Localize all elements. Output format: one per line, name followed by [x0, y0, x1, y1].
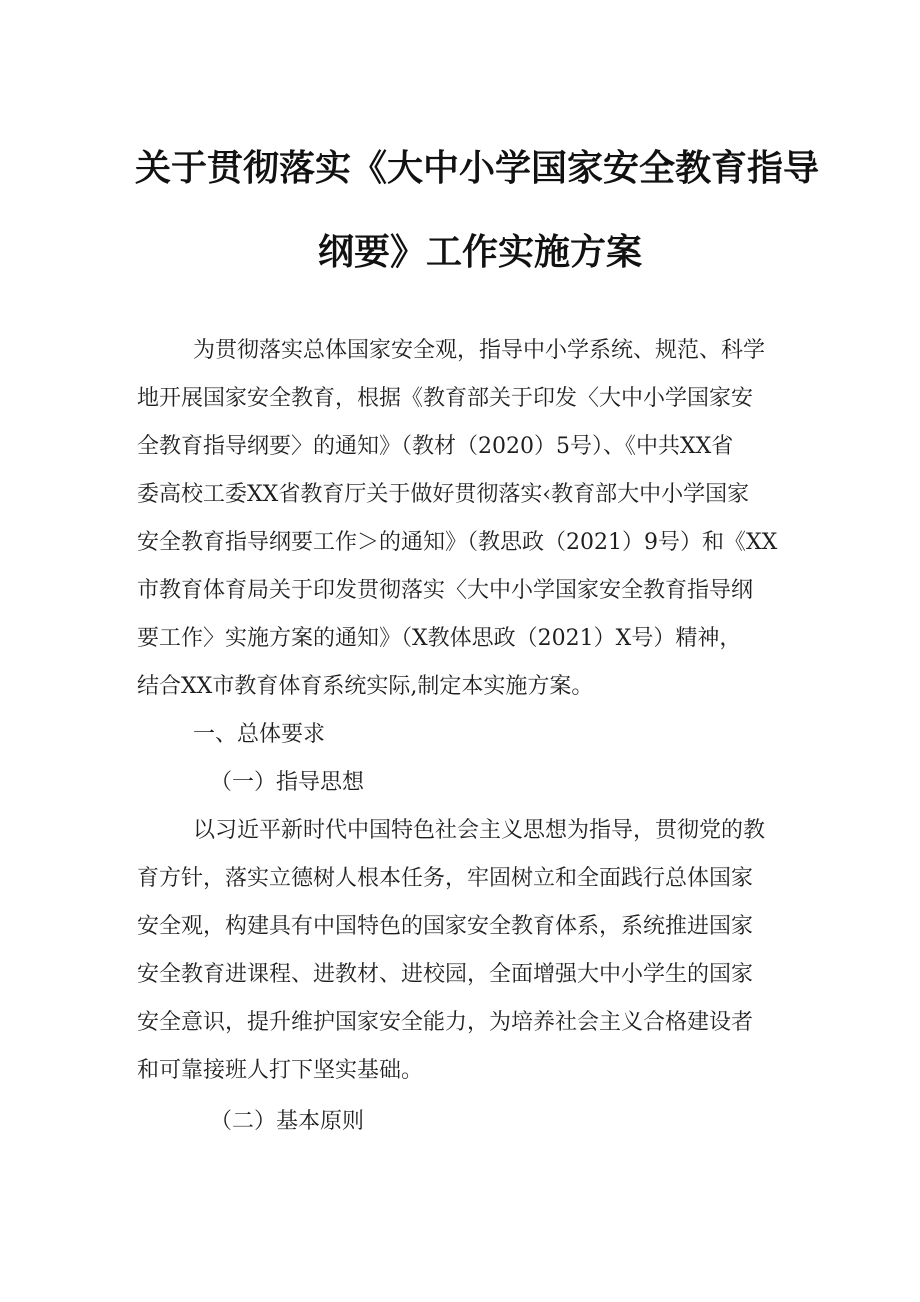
- intro-line: 委高校工委XX省教育厅关于做好贯彻落实‹教育部大中小学国家: [137, 482, 750, 507]
- intro-line: 要工作〉实施方案的通知》（X教体思政（2021）X号）精神，: [137, 626, 742, 651]
- guiding-thought-paragraph: [137, 816, 797, 1086]
- intro-line: 为贯彻落实总体国家安全观，指导中小学系统、规范、科学: [193, 338, 766, 363]
- document-title-line-2: 纲要》工作实施方案: [318, 232, 643, 273]
- intro-line: 结合XX市教育体育系统实际,制定本实施方案。: [137, 674, 594, 699]
- guiding-line: 和可靠接班人打下坚实基础。: [137, 1058, 424, 1083]
- subsection-heading-guiding-thought: （一）指导思想: [210, 770, 365, 795]
- guiding-line: 育方针，落实立德树人根本任务，牢固树立和全面践行总体国家: [137, 866, 754, 891]
- section-heading-general-requirements: 一、总体要求: [193, 722, 326, 747]
- intro-line: 市教育体育局关于印发贯彻落实〈大中小学国家安全教育指导纲: [137, 578, 754, 603]
- subsection-heading-basic-principles: （二）基本原则: [210, 1109, 365, 1134]
- guiding-line: 安全意识，提升维护国家安全能力，为培养社会主义合格建设者: [137, 1010, 754, 1035]
- guiding-line: 安全教育进课程、进教材、进校园，全面增强大中小学生的国家: [137, 962, 754, 987]
- intro-paragraph: [137, 336, 797, 699]
- guiding-line: 以习近平新时代中国特色社会主义思想为指导，贯彻党的教: [193, 818, 766, 843]
- document-title-line-1: 关于贯彻落实《大中小学国家安全教育指导: [135, 148, 820, 189]
- guiding-line: 安全观，构建具有中国特色的国家安全教育体系，系统推进国家: [137, 914, 754, 939]
- intro-line: 安全教育指导纲要工作＞的通知》（教思政（2021）9号）和《XX: [137, 530, 778, 555]
- intro-line: 地开展国家安全教育，根据《教育部关于印发〈大中小学国家安: [137, 386, 754, 411]
- intro-line: 全教育指导纲要〉的通知》（教材（2020）5号）、《中共XX省: [137, 434, 734, 459]
